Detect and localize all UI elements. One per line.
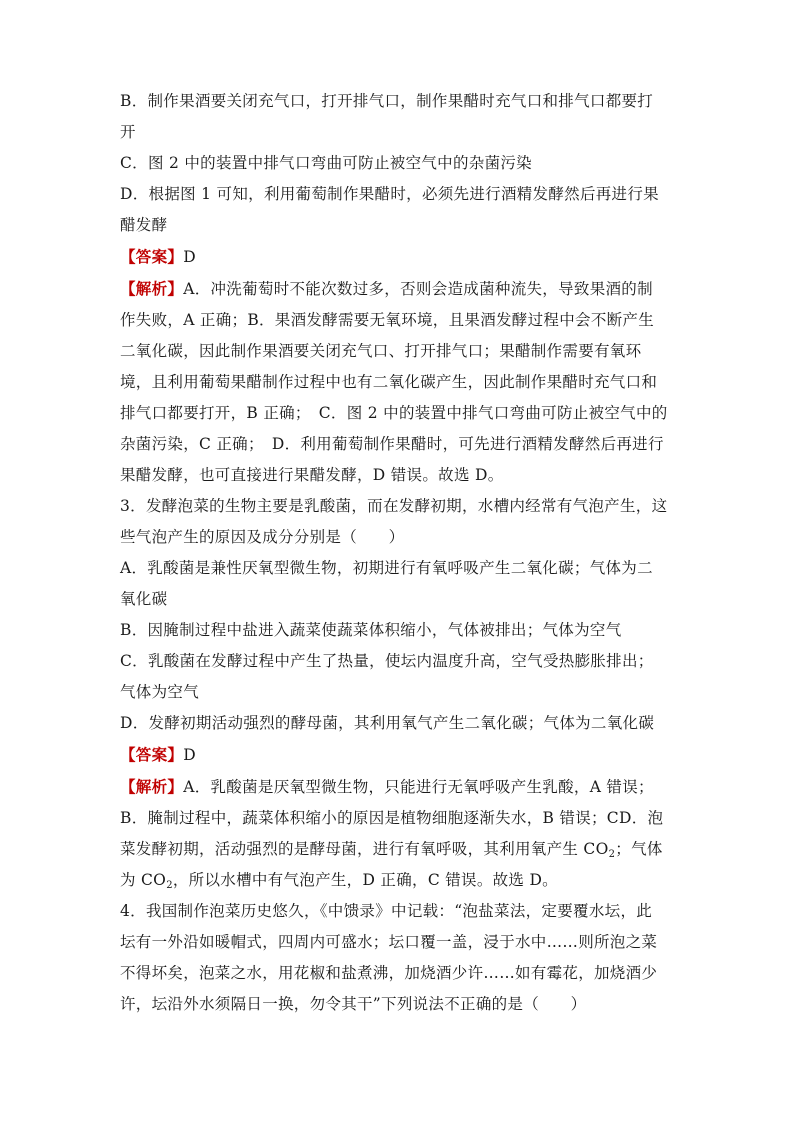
text-line [120, 927, 680, 958]
line-text: 为 CO [120, 871, 167, 889]
text-line [120, 615, 680, 646]
line-text: 不得坏矣，泡菜之水，用花椒和盐煮沸，加烧酒少许……如有霉花，加烧酒少 [120, 964, 658, 982]
text-line [120, 958, 680, 989]
line-text: 醋发酵 [120, 216, 168, 234]
line-text: D [183, 746, 196, 764]
line-text: 境，且利用葡萄果醋制作过程中也有二氧化碳产生，因此制作果醋时充气口和 [120, 373, 658, 391]
subscript: 2 [608, 849, 616, 860]
text-line [120, 584, 680, 615]
line-text: 3．发酵泡菜的生物主要是乳酸菌，而在发酵初期，水槽内经常有气泡产生，这 [120, 497, 668, 515]
line-text-after: ，所以水槽中有气泡产生，D 正确，C 错误。故选 D。 [172, 871, 558, 889]
text-line [120, 398, 680, 429]
text-line [120, 771, 680, 803]
text-line [120, 739, 680, 771]
text-line [120, 896, 680, 927]
line-text: A．乳酸菌是厌氧型微生物，只能进行无氧呼吸产生乳酸，A 错误； [183, 778, 654, 796]
line-text: A．乳酸菌是兼性厌氧型微生物，初期进行有氧呼吸产生二氧化碳；气体为二 [120, 559, 653, 577]
document-text [120, 86, 680, 1020]
text-line [120, 429, 680, 460]
text-line [120, 989, 680, 1020]
line-text: 开 [120, 123, 136, 141]
section-label: 【解析】 [120, 279, 184, 298]
line-text: 气体为空气 [120, 683, 200, 701]
text-line [120, 148, 680, 179]
text-line [120, 86, 680, 117]
line-text: B．因腌制过程中盐进入蔬菜使蔬菜体积缩小，气体被排出；气体为空气 [120, 621, 622, 639]
line-text: 排气口都要打开，B 正确； C．图 2 中的装置中排气口弯曲可防止被空气中的 [120, 404, 668, 422]
line-text: B．制作果酒要关闭充气口，打开排气口，制作果醋时充气口和排气口都要打 [120, 92, 654, 110]
line-text: D [183, 248, 196, 266]
text-line [120, 210, 680, 241]
text-line [120, 305, 680, 336]
text-line [120, 336, 680, 367]
text-line [120, 553, 680, 584]
line-text: C．乳酸菌在发酵过程中产生了热量，使坛内温度升高，空气受热膨胀排出； [120, 652, 654, 670]
section-label: 【解析】 [120, 777, 184, 796]
line-text: C．图 2 中的装置中排气口弯曲可防止被空气中的杂菌污染 [120, 154, 532, 172]
line-text: 4．我国制作泡菜历史悠久，《中馈录》中记载：“泡盐菜法，定要覆水坛，此 [120, 902, 653, 920]
subscript: 2 [166, 880, 173, 891]
text-line [120, 179, 680, 210]
line-text: D．发酵初期活动强烈的酵母菌，其利用氧气产生二氧化碳；气体为二氧化碳 [120, 714, 655, 732]
text-line [120, 522, 680, 553]
line-text: 果醋发酵，也可直接进行果醋发酵，D 错误。故选 D。 [120, 466, 504, 484]
text-line [120, 491, 680, 522]
text-line [120, 677, 680, 708]
text-line [120, 834, 680, 865]
line-text: B．腌制过程中，蔬菜体积缩小的原因是植物细胞逐渐失水，B 错误；CD．泡 [120, 809, 664, 827]
text-line [120, 460, 680, 491]
line-text: 氧化碳 [120, 590, 168, 608]
section-label: 【答案】 [120, 745, 184, 764]
line-text-after: ；气体 [615, 840, 663, 858]
text-line [120, 708, 680, 739]
text-line [120, 117, 680, 148]
text-line [120, 273, 680, 305]
section-label: 【答案】 [120, 247, 184, 266]
text-line [120, 367, 680, 398]
text-line [120, 241, 680, 273]
line-text: D．根据图 1 可知，利用葡萄制作果醋时，必须先进行酒精发酵然后再进行果 [120, 185, 659, 203]
line-text: 许，坛沿外水须隔日一换，勿令其干”下列说法不正确的是（ ） [120, 995, 587, 1013]
line-text: 二氧化碳，因此制作果酒要关闭充气口、打开排气口；果醋制作需要有氧环 [120, 342, 642, 360]
line-text: 杂菌污染，C 正确； D．利用葡萄制作果醋时，可先进行酒精发酵然后再进行 [120, 435, 664, 453]
text-line [120, 803, 680, 834]
line-text: 坛有一外沿如暖帽式，四周内可盛水；坛口覆一盖，浸于水中……则所泡之菜 [120, 933, 658, 951]
line-text: A．冲洗葡萄时不能次数过多，否则会造成菌种流失，导致果酒的制 [183, 280, 653, 298]
line-text: 菜发酵初期，活动强烈的是酵母菌，进行有氧呼吸，其利用氧产生 CO [120, 840, 609, 858]
text-line [120, 646, 680, 677]
line-text: 些气泡产生的原因及成分分别是（ ） [120, 528, 405, 546]
line-text: 作失败，A 正确；B．果酒发酵需要无氧环境，且果酒发酵过程中会不断产生 [120, 311, 655, 329]
text-line [120, 865, 680, 896]
